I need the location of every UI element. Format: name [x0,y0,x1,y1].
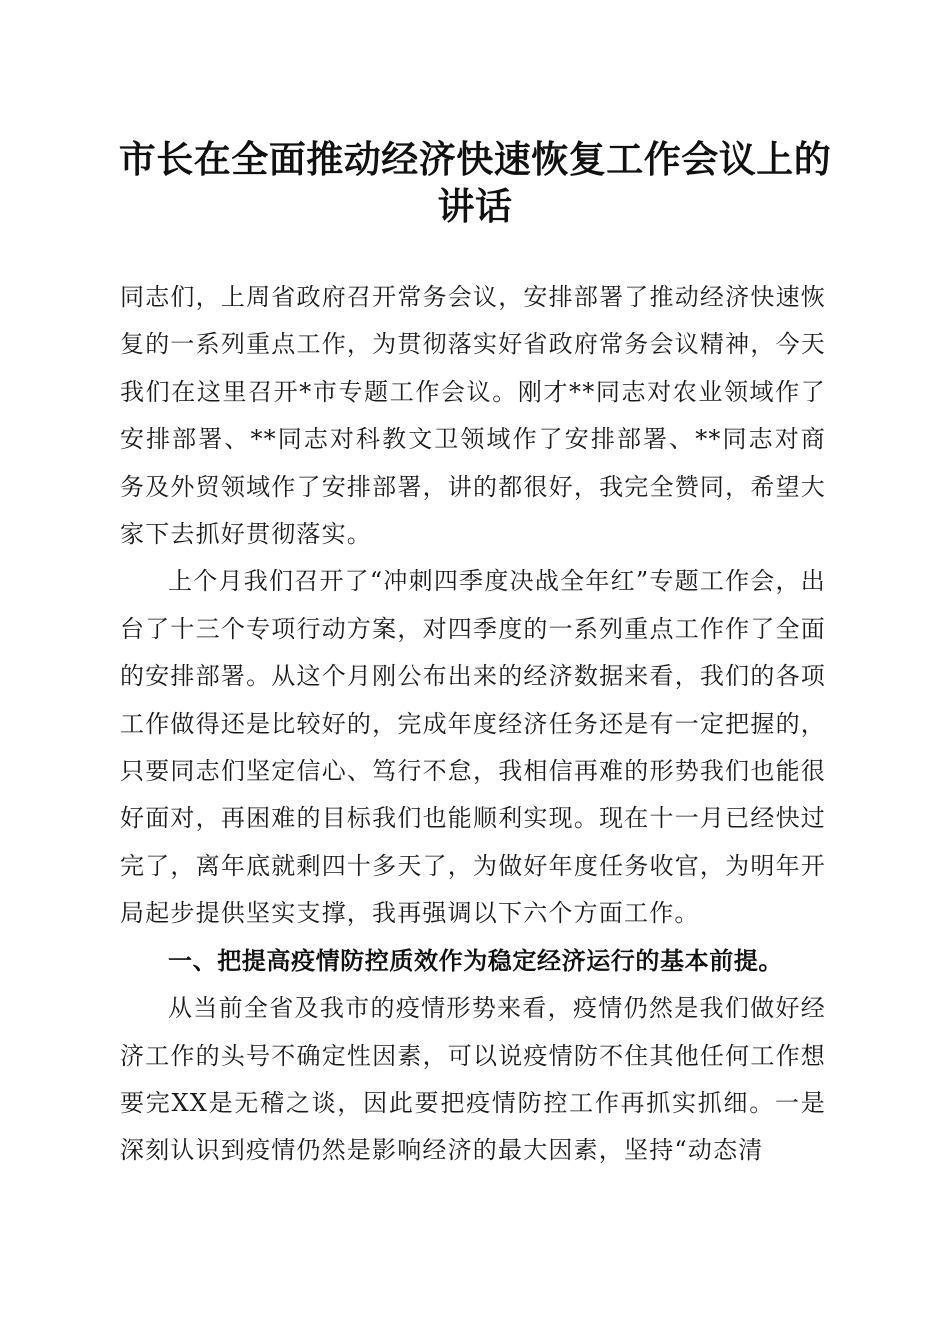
paragraph-review: 上个月我们召开了“冲刺四季度决战全年红”专题工作会，出台了十三个专项行动方案，对四季度的一系列重点工作作了全面的安排部署。从这个月刚公布出来的经济数据来看，我们的各项工作做得还是比较好的，完成年度经济任务还是有一定把握的，只要同志们坚定信心、笃行不怠，我相信再难的形势我们也能很好面对，再困难的目标我们也能顺利实现。现在十一月已经快过完了，离年底就剩四十多天了，为做好年度任务收官，为明年开局起步提供坚实支撑，我再强调以下六个方面工作。 [120,567,826,928]
document-title: 市长在全面推动经济快速恢复工作会议上的讲话 [118,137,832,228]
paragraph-opening: 同志们，上周省政府召开常务会议，安排部署了推动经济快速恢复的一系列重点工作，为贯彻落实好省政府常务会议精神，今天我们在这里召开*市专题工作会议。刚才**同志对农业领域作了安排部署、**同志对科教文卫领域作了安排部署、**同志对商务及外贸领域作了安排部署，讲的都很好，我完全赞同，希望大家下去抓好贯彻落实。 [120,283,826,549]
paragraph-section-1: 从当前全省及我市的疫情形势来看，疫情仍然是我们做好经济工作的头号不确定性因素，可以说疫情防不住其他任何工作想要完XX是无稽之谈，因此要把疫情防控工作再抓实抓细。一是深刻认识到疫情仍然是影响经济的最大因素，坚持“动态清 [120,994,826,1165]
section-heading-1: 一、把提高疫情防控质效作为稳定经济运行的基本前提。 [168,946,783,975]
document-body [120,274,826,1175]
